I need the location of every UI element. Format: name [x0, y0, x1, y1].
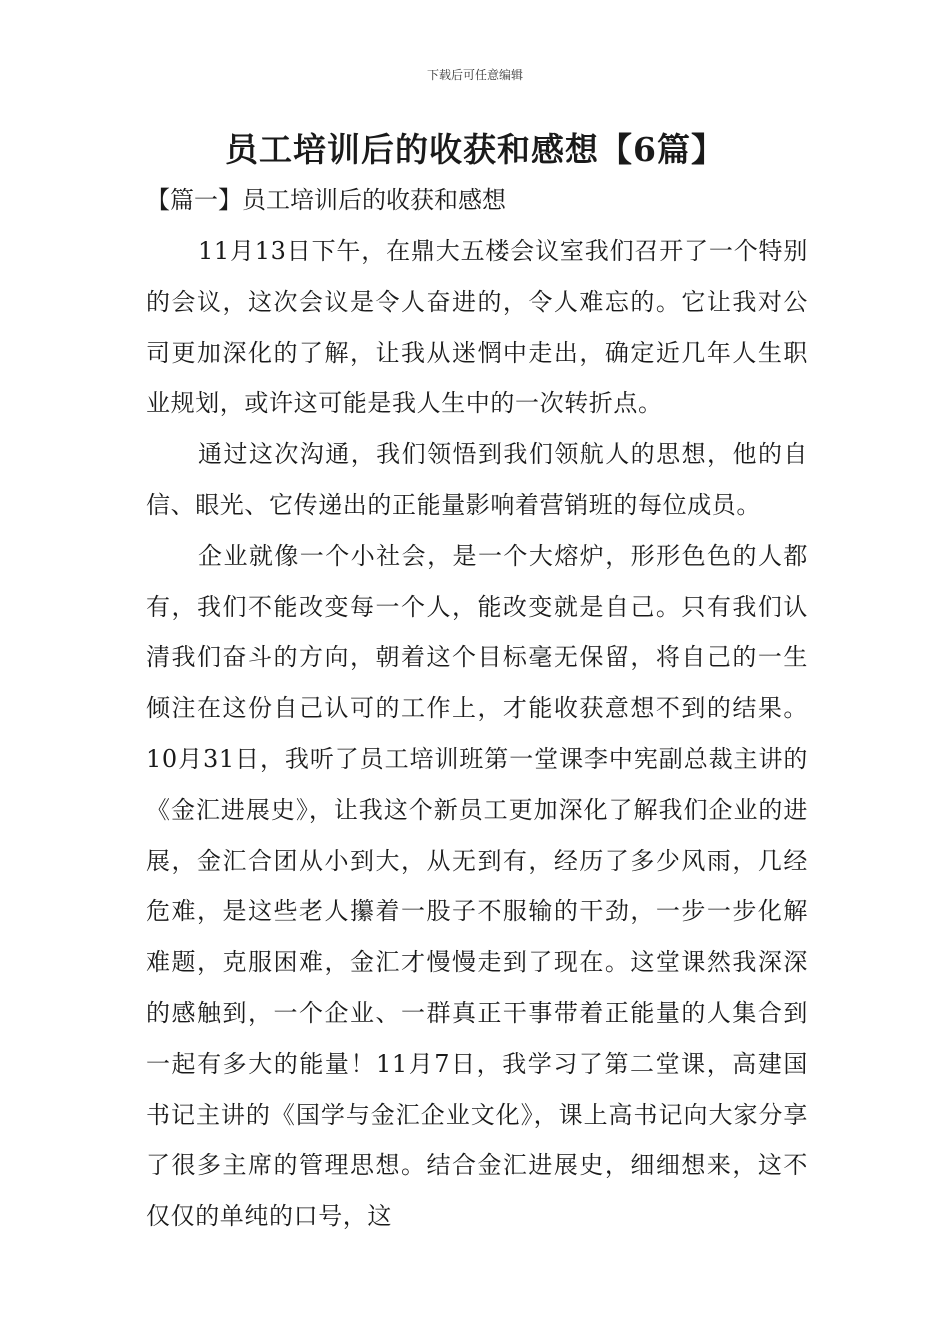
document-body: [146, 226, 808, 1242]
paragraph: 企业就像一个小社会，是一个大熔炉，形形色色的人都有，我们不能改变每一个人，能改变就是自己。只有我们认清我们奋斗的方向，朝着这个目标毫无保留，将自己的一生倾注在这份自己认可的工作上，才能收获意想不到的结果。10月31日，我听了员工培训班第一堂课李中宪副总裁主讲的《金汇进展史》，让我这个新员工更加深化了解我们企业的进展，金汇合团从小到大，从无到有，经历了多少风雨，几经危难，是这些老人攥着一股子不服输的干劲，一步一步化解难题，克服困难，金汇才慢慢走到了现在。这堂课然我深深的感触到，一个企业、一群真正干事带着正能量的人集合到一起有多大的能量！11月7日，我学习了第二堂课，高建国书记主讲的《国学与金汇企业文化》，课上高书记向大家分享了很多主席的管理思想。结合金汇进展史，细细想来，这不仅仅的单纯的口号，这: [146, 541, 808, 1231]
document-title: 员工培训后的收获和感想【6篇】: [225, 130, 725, 169]
section-heading: 【篇一】员工培训后的收获和感想: [146, 186, 506, 214]
header-note: 下载后可任意编辑: [426, 68, 523, 82]
paragraph: 11月13日下午，在鼎大五楼会议室我们召开了一个特别的会议，这次会议是令人奋进的，令人难忘的。它让我对公司更加深化的了解，让我从迷惘中走出，确定近几年人生职业规划，或许这可能是我人生中的一次转折点。: [146, 237, 808, 418]
paragraph: 通过这次沟通，我们领悟到我们领航人的思想，他的自信、眼光、它传递出的正能量影响着营销班的每位成员。: [146, 440, 808, 519]
